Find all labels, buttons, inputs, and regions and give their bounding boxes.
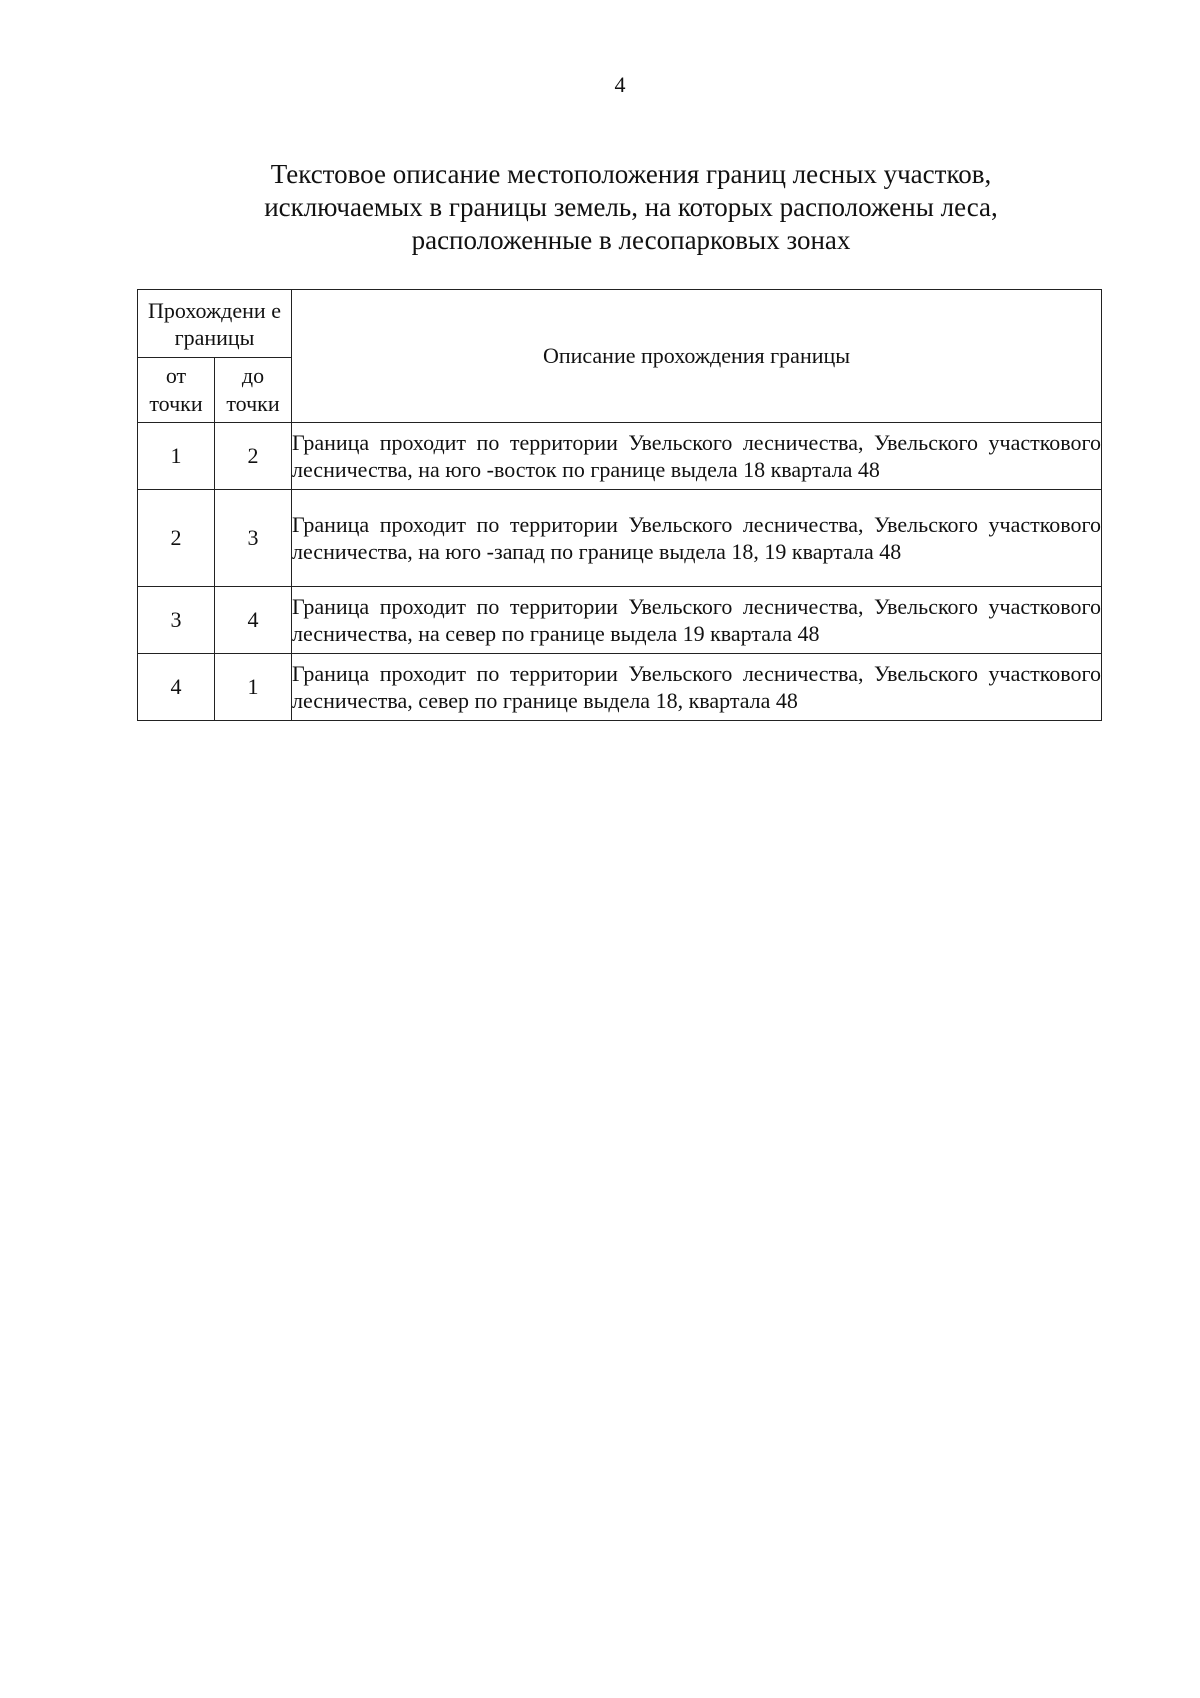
title-line-3: расположенные в лесопарковых зонах [411, 225, 851, 255]
cell-from-point: 1 [138, 423, 215, 490]
document-title [0, 158, 1200, 257]
table-header-row [138, 290, 1102, 358]
table-row [138, 654, 1102, 721]
header-boundary-passage: Прохождени е границы [138, 290, 292, 358]
cell-description: Граница проходит по территории Увельского лесничества, Увельского участкового лесничества, на север по границе выдела 19 квартала 48 [292, 587, 1102, 654]
cell-to-point: 2 [215, 423, 292, 490]
header-description: Описание прохождения границы [292, 290, 1102, 423]
header-from-point: от точки [138, 358, 215, 423]
boundary-table [137, 289, 1102, 721]
header-to-point: до точки [215, 358, 292, 423]
cell-from-point: 4 [138, 654, 215, 721]
cell-description: Граница проходит по территории Увельского лесничества, Увельского участкового лесничества, на юго -восток по границе выдела 18 квартала 48 [292, 423, 1102, 490]
cell-description: Граница проходит по территории Увельского лесничества, Увельского участкового лесничества, север по границе выдела 18, квартала 48 [292, 654, 1102, 721]
cell-to-point: 1 [215, 654, 292, 721]
table-row [138, 587, 1102, 654]
table-row [138, 423, 1102, 490]
title-line-1: Текстовое описание местоположения границ лесных участков, [270, 159, 992, 189]
cell-description: Граница проходит по территории Увельского лесничества, Увельского участкового лесничества, на юго -запад по границе выдела 18, 19 квартала 48 [292, 490, 1102, 587]
cell-from-point: 3 [138, 587, 215, 654]
title-line-2: исключаемых в границы земель, на которых расположены леса, [264, 192, 998, 222]
cell-to-point: 3 [215, 490, 292, 587]
cell-to-point: 4 [215, 587, 292, 654]
cell-from-point: 2 [138, 490, 215, 587]
page-number: 4 [614, 72, 626, 97]
table-row [138, 490, 1102, 587]
